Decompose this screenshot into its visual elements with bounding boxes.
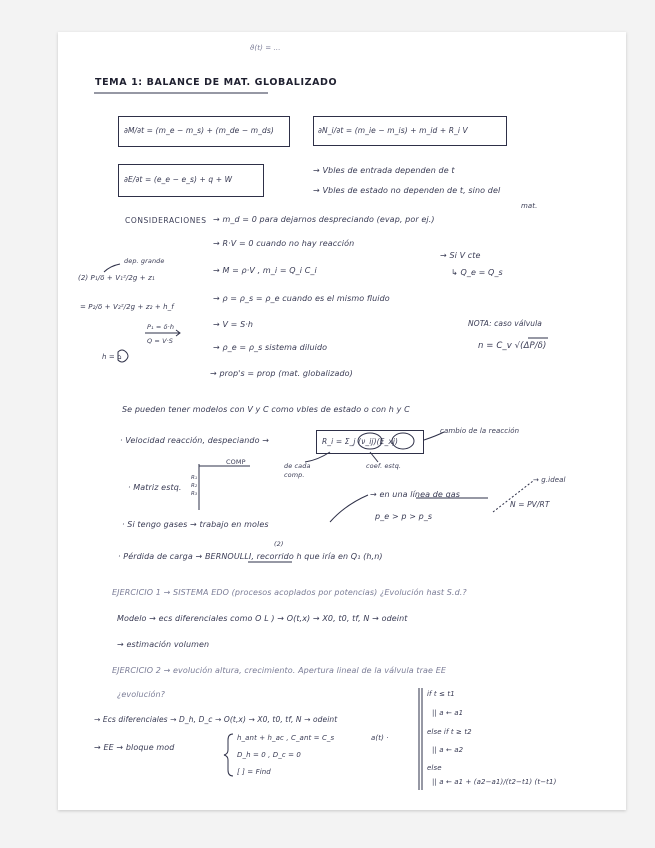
code-line: else: [427, 764, 442, 772]
formula-mass: ∂M/∂t = (m_e − m_s) + (m_de − m_ds): [124, 126, 274, 135]
flow-relation: Q = V·S: [147, 337, 174, 345]
bernoulli-left-side: (2) P₁/δ + V₁²/2g + z₁: [78, 274, 155, 282]
ideal-gas-note: → g.ideal: [533, 476, 566, 484]
reaction-change-note: cambio de la reacción: [440, 427, 520, 435]
valve-formula: n = C_v √(ΔP/δ): [478, 341, 547, 351]
note-input-variables: → Vbles de entrada dependen de t: [313, 166, 455, 175]
code-line: if t ≤ t1: [427, 690, 455, 698]
brace-line-2: D_h = 0 , D_c = 0: [237, 751, 301, 759]
code-line: || a ← a1: [432, 709, 464, 717]
steady-state-block: → EE → bloque mod: [94, 743, 175, 752]
consideration-item: → m_d = 0 para dejarnos despreciando (evap, por ej.): [213, 215, 435, 224]
note-valve: NOTA: caso válvula: [468, 319, 542, 328]
formula-energy: ∂E/∂t = (e_e − e_s) + q + W: [124, 175, 233, 184]
note-state-variables: → Vbles de estado no dependen de t, sino del: [313, 186, 501, 195]
bernoulli-right-side: = P₂/δ + V₂²/2g + z₂ + h_f: [80, 303, 174, 311]
formula-component: ∂N_i/∂t = (m_ie − m_is) + m_id + R_i V: [318, 126, 468, 135]
height-sketch-label: h = ⌂: [102, 353, 122, 361]
exercise-1-model: Modelo → ecs diferenciales como O L ) → O(t,x) → X0, t0, tf, N → odeint: [117, 614, 408, 623]
matrix-reaction-rows: R₁ R₂ R₃: [191, 475, 198, 497]
exercise-1-volume: → estimación volumen: [117, 640, 210, 649]
gases-moles-note: · Si tengo gases → trabajo en moles: [122, 520, 269, 529]
matrix-comp-header: COMP: [226, 458, 246, 466]
per-component-note: de cada comp.: [284, 462, 311, 479]
head-loss-note: · Pérdida de carga → BERNOULLI, recorrido h que iría en Q₁ (h,n): [118, 552, 383, 561]
consideration-item: → V = S·h: [213, 320, 254, 329]
note-constant-volume: → Si V cte: [440, 251, 481, 260]
brace-line-3: [ ] = Find: [237, 768, 271, 776]
pressure-order: p_e > p > p_s: [375, 512, 433, 521]
exercise-2-title: EJERCICIO 2 → evolución altura, crecimiento. Apertura lineal de la válvula trae EE: [112, 666, 447, 675]
gas-line-note: → en una línea de gas: [370, 490, 461, 499]
stoich-coef-note: coef. estq.: [366, 462, 402, 470]
faint-bleed-text: ϑ(t) = ...: [250, 44, 281, 52]
consideration-item: → prop's = prop (mat. globalizado): [210, 369, 353, 378]
code-line: else if t ≥ t2: [427, 728, 472, 736]
models-intro: Se pueden tener modelos con V y C como vbles de estado o con h y C: [122, 405, 410, 414]
stoich-matrix-label: · Matriz estq.: [128, 483, 182, 492]
ideal-gas-formula: N = PV/RT: [510, 500, 550, 509]
consideration-item: → R·V = 0 cuando no hay reacción: [213, 239, 355, 248]
consideration-item: → ρ = ρ_s = ρ_e cuando es el mismo fluido: [213, 294, 390, 303]
reaction-rate-formula: R_i = Σ_j (ν_ij)(E_xj): [322, 437, 399, 446]
valve-opening-label: a(t) ·: [371, 734, 389, 742]
exercise-1-title: EJERCICIO 1 → SISTEMA EDO (procesos acoplados por potencias) ¿Evolución hast S.d.?: [112, 588, 467, 597]
exercise-2-question: ¿evolución?: [117, 690, 166, 699]
note-equal-flows: ↳ Q_e = Q_s: [451, 268, 503, 277]
pressure-relation: P₁ = δ·h: [147, 323, 175, 331]
bernoulli-ref: (2): [274, 540, 284, 548]
consideration-item: → ρ_e = ρ_s sistema diluido: [213, 343, 328, 352]
consideration-item: → M = ρ·V , m_i = Q_i C_i: [213, 266, 317, 275]
note-state-variables-cont: mat.: [521, 202, 538, 210]
page-title: TEMA 1: BALANCE DE MAT. GLOBALIZADO: [95, 77, 338, 88]
note-large-tank: dep. grande: [124, 257, 165, 265]
brace-line-1: h_ant + h_ac , C_ant = C_s: [237, 734, 335, 742]
code-line: || a ← a1 + (a2−a1)/(t2−t1) (t−t1): [432, 778, 557, 786]
exercise-2-ode: → Ecs diferenciales → D_h, D_c → O(t,x) → X0, t0, tf, N → odeint: [94, 715, 338, 724]
code-line: || a ← a2: [432, 746, 464, 754]
considerations-label: CONSIDERACIONES: [125, 216, 207, 225]
reaction-rate-label: · Velocidad reacción, despeciando →: [120, 436, 270, 445]
